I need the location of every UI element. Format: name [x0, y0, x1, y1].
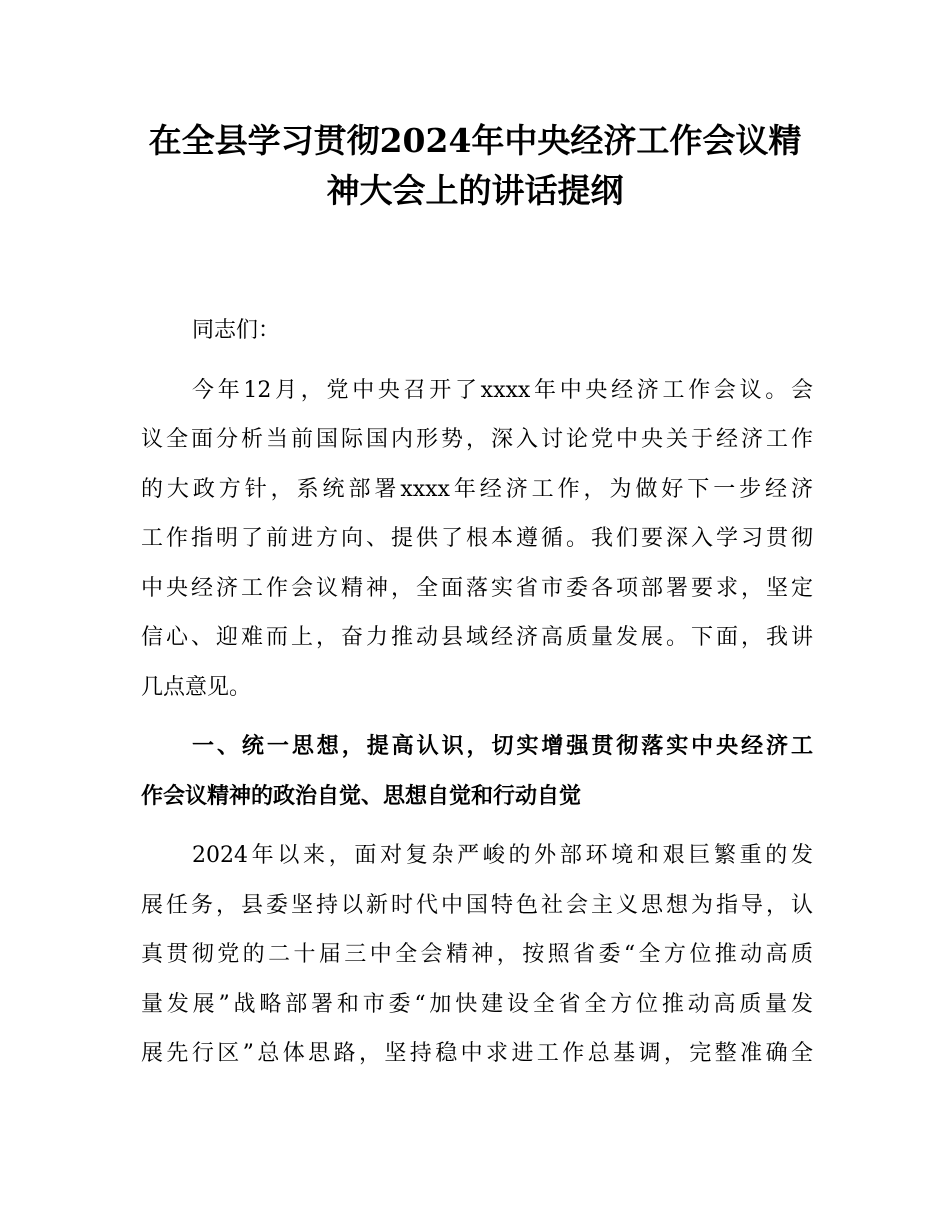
section-1-line-5: 展先行区”总体思路，坚持稳中求进工作总基调，完整准确全	[141, 1041, 813, 1066]
section-1-heading	[141, 722, 813, 821]
intro-line-6: 信心、迎难而上，奋力推动县域经济高质量发展。下面，我讲	[141, 625, 813, 650]
document-body	[141, 306, 813, 1079]
section-1-line-1: 2024年以来，面对复杂严峻的外部环境和艰巨繁重的发	[192, 843, 813, 868]
section-1-line-3: 真贯彻党的二十届三中全会精神，按照省委“全方位推动高质	[141, 942, 813, 967]
section-1-heading-line-1: 一、统一思想，提高认识，切实增强贯彻落实中央经济工	[192, 734, 813, 759]
salutation: 同志们：	[192, 318, 281, 343]
intro-line-3: 的大政方针，系统部署xxxx年经济工作，为做好下一步经济	[141, 476, 813, 502]
intro-line-2: 议全面分析当前国际国内形势，深入讨论党中央关于经济工作	[141, 427, 813, 452]
title-line-2: 神大会上的讲话提纲	[326, 171, 624, 210]
title-line-1: 在全县学习贯彻2024年中央经济工作会议精	[148, 121, 802, 160]
intro-line-1: 今年12月，党中央召开了xxxx年中央经济工作会议。会	[192, 377, 813, 403]
section-1-line-2: 展任务，县委坚持以新时代中国特色社会主义思想为指导，认	[141, 892, 813, 918]
section-1-paragraph	[141, 831, 813, 1079]
section-1-line-4: 量发展”战略部署和市委“加快建设全省全方位推动高质量发	[141, 991, 813, 1017]
document-title	[130, 116, 820, 216]
section-1-heading-line-2: 作会议精神的政治自觉、思想自觉和行动自觉	[141, 783, 582, 809]
intro-line-5: 中央经济工作会议精神，全面落实省市委各项部署要求，坚定	[141, 575, 813, 601]
intro-line-7: 几点意见。	[141, 674, 252, 700]
intro-line-4: 工作指明了前进方向、提供了根本遵循。我们要深入学习贯彻	[141, 526, 813, 551]
intro-paragraph	[141, 366, 813, 713]
